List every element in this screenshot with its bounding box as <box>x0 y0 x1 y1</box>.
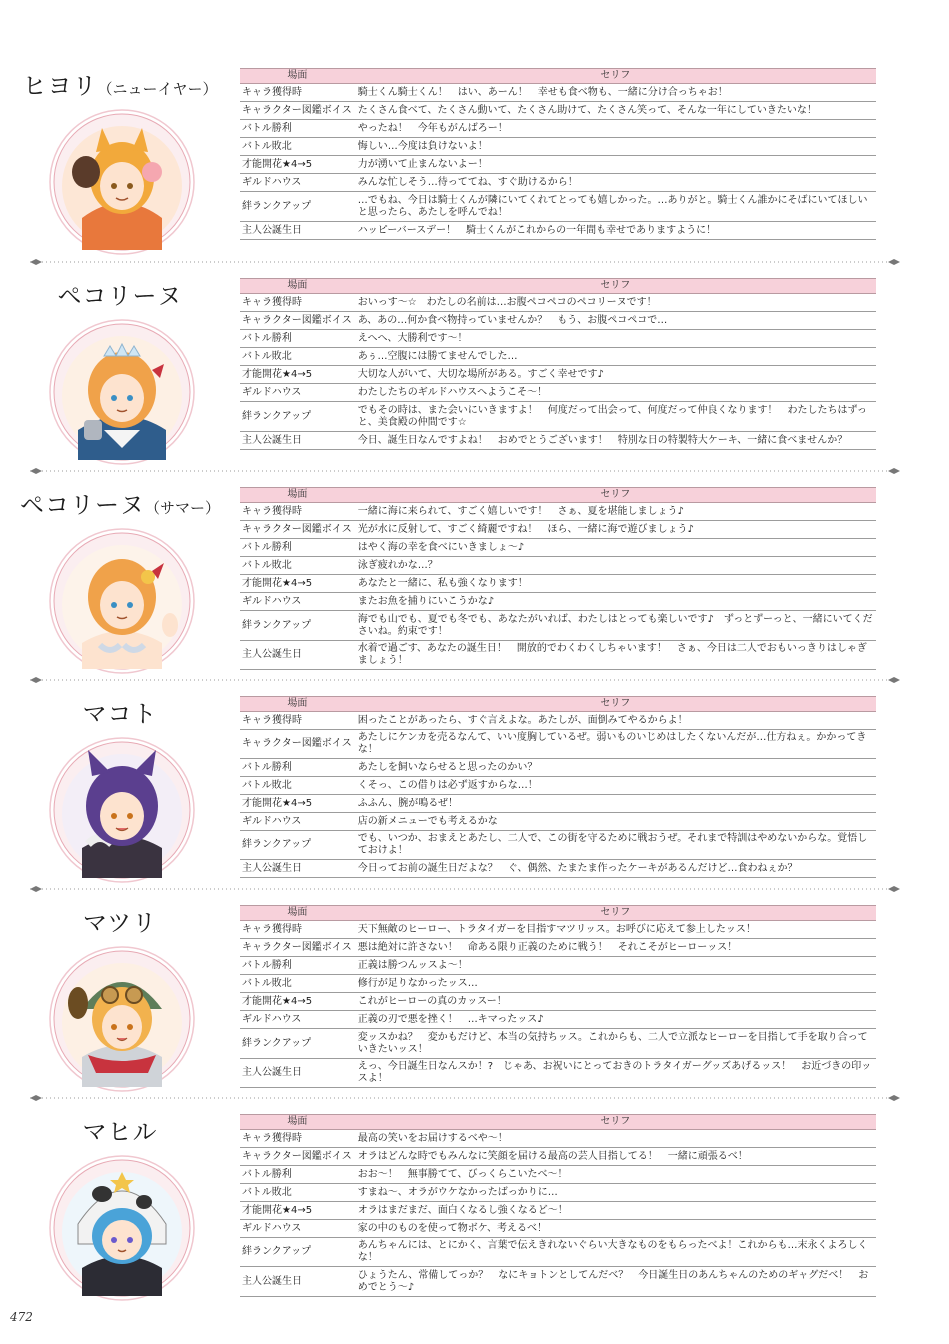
character-portrait <box>48 108 196 256</box>
line-cell: オラはまだまだ、面白くなるし強くなるど～！ <box>355 1202 876 1220</box>
header-scene: 場面 <box>240 1115 355 1130</box>
character-name: マツリ <box>82 909 158 937</box>
section-divider <box>30 675 900 685</box>
line-cell: たくさん食べて、たくさん動いて、たくさん助けて、たくさん笑って、そんな一年にしていきたいな！ <box>355 102 876 120</box>
line-cell: …でもね、今日は騎士くんが隣にいてくれてとっても嬉しかった。…ありがと。騎士くん誰かにそばにいてほしいと思ったら、あたしを呼んでね！ <box>355 192 876 222</box>
table-row <box>240 1011 876 1029</box>
line-cell: ハッピーバースデー！ 騎士くんがこれからの一年間も幸せでありますように！ <box>355 222 876 240</box>
scene-cell: 主人公誕生日 <box>240 222 355 240</box>
character-name: マコト <box>82 700 158 728</box>
scene-cell: 才能開花★4→5 <box>240 795 355 813</box>
table-row <box>240 831 876 860</box>
table-row <box>240 138 876 156</box>
table-row <box>240 222 876 240</box>
line-cell: でもその時は、また会いにいきますよ！ 何度だって出会って、何度だって仲良くなります！ わたしたちはずっと、美食殿の仲間です☆ <box>355 402 876 432</box>
scene-cell: ギルドハウス <box>240 593 355 611</box>
table-row <box>240 777 876 795</box>
line-cell: えへへ、大勝利です～！ <box>355 330 876 348</box>
scene-cell: 主人公誕生日 <box>240 641 355 670</box>
line-cell: 力が湧いて止まんないよー！ <box>355 156 876 174</box>
table-row <box>240 1220 876 1238</box>
line-cell: おいっす～☆ わたしの名前は…お腹ペコペコのペコリーヌです！ <box>355 294 876 312</box>
scene-cell: キャラ獲得時 <box>240 712 355 730</box>
line-cell: はやく海の幸を食べにいきましょ～♪ <box>355 539 876 557</box>
scene-cell: バトル勝利 <box>240 120 355 138</box>
scene-cell: 絆ランクアップ <box>240 192 355 222</box>
line-cell: 家の中のものを使って物ボケ、考えるべ！ <box>355 1220 876 1238</box>
header-line: セリフ <box>355 69 876 84</box>
scene-cell: キャラクター図鑑ボイス <box>240 312 355 330</box>
section-divider <box>30 884 900 894</box>
portrait-frame-icon <box>48 108 196 256</box>
scene-cell: 才能開花★4→5 <box>240 366 355 384</box>
table-row <box>240 402 876 432</box>
table-row <box>240 312 876 330</box>
table-row <box>240 521 876 539</box>
table-row <box>240 712 876 730</box>
scene-cell: 才能開花★4→5 <box>240 575 355 593</box>
section-divider <box>30 1093 900 1103</box>
line-cell: あんちゃんには、とにかく、言葉で伝えきれないぐらい大きなものをもらったべよ！これからも…末永くよろしくな！ <box>355 1238 876 1267</box>
line-cell: 困ったことがあったら、すぐ言えよな。あたしが、面倒みてやるからよ！ <box>355 712 876 730</box>
header-line: セリフ <box>355 697 876 712</box>
scene-cell: 主人公誕生日 <box>240 1267 355 1297</box>
scene-cell: バトル敗北 <box>240 348 355 366</box>
line-cell: 海でも山でも、夏でも冬でも、あなたがいれば、わたしはとっても楽しいです♪ ずっとずーっと、一緒にいてくださいね。約束です！ <box>355 611 876 641</box>
line-cell: あなたと一緒に、私も強くなります！ <box>355 575 876 593</box>
scene-cell: バトル敗北 <box>240 777 355 795</box>
scene-cell: キャラ獲得時 <box>240 1130 355 1148</box>
table-row <box>240 1267 876 1297</box>
table-row <box>240 1184 876 1202</box>
character-name: マヒル <box>82 1118 158 1146</box>
character-name: ヒヨリ（ニューイヤー） <box>22 72 218 100</box>
portrait-frame-icon <box>48 318 196 466</box>
line-cell: 悔しい…今度は負けないよ！ <box>355 138 876 156</box>
scene-cell: キャラクター図鑑ボイス <box>240 521 355 539</box>
line-cell: ふふん、腕が鳴るぜ！ <box>355 795 876 813</box>
scene-cell: キャラクター図鑑ボイス <box>240 1148 355 1166</box>
character-portrait <box>48 736 196 884</box>
line-cell: くそっ、この借りは必ず返すからな…！ <box>355 777 876 795</box>
line-cell: あ、あの…何か食べ物持っていませんか？ もう、お腹ペコペコで… <box>355 312 876 330</box>
portrait-frame-icon <box>48 1154 196 1302</box>
line-cell: 泳ぎ疲れかな…？ <box>355 557 876 575</box>
table-row <box>240 1148 876 1166</box>
portrait-frame-icon <box>48 736 196 884</box>
line-cell: あぅ…空腹には勝てませんでした… <box>355 348 876 366</box>
scene-cell: 絆ランクアップ <box>240 1238 355 1267</box>
table-row <box>240 1059 876 1088</box>
table-row <box>240 384 876 402</box>
character-section <box>0 1108 949 1304</box>
table-row <box>240 432 876 450</box>
line-cell: 騎士くん騎士くん！ はい、あーん！ 幸せも食べ物も、一緒に分け合っちゃお！ <box>355 84 876 102</box>
table-row <box>240 957 876 975</box>
line-cell: あたしを飼いならせると思ったのかい？ <box>355 759 876 777</box>
table-row <box>240 1130 876 1148</box>
scene-cell: キャラクター図鑑ボイス <box>240 730 355 759</box>
table-row <box>240 539 876 557</box>
table-row <box>240 120 876 138</box>
table-row <box>240 348 876 366</box>
character-section <box>0 272 949 468</box>
table-row <box>240 795 876 813</box>
line-cell: 今日ってお前の誕生日だよな？ ぐ、偶然、たまたま作ったケーキがあるんだけど…食わねぇか？ <box>355 860 876 878</box>
scene-cell: 才能開花★4→5 <box>240 993 355 1011</box>
table-row <box>240 503 876 521</box>
table-row <box>240 294 876 312</box>
dialogue-table <box>240 278 876 450</box>
table-row <box>240 557 876 575</box>
scene-cell: バトル勝利 <box>240 330 355 348</box>
page-number: 472 <box>10 1310 33 1324</box>
scene-cell: バトル勝利 <box>240 957 355 975</box>
dialogue-table <box>240 68 876 240</box>
table-row <box>240 1238 876 1267</box>
line-cell: 今日、誕生日なんですよね！ おめでとうございます！ 特別な日の特製特大ケーキ、一緒に食べませんか？ <box>355 432 876 450</box>
scene-cell: バトル勝利 <box>240 759 355 777</box>
scene-cell: 絆ランクアップ <box>240 402 355 432</box>
line-cell: やったね！ 今年もがんばろー！ <box>355 120 876 138</box>
character-portrait <box>48 1154 196 1302</box>
scene-cell: ギルドハウス <box>240 1011 355 1029</box>
line-cell: おお～！ 無事勝てて、びっくらこいたべ～！ <box>355 1166 876 1184</box>
table-row <box>240 993 876 1011</box>
scene-cell: ギルドハウス <box>240 1220 355 1238</box>
line-cell: 変ッスかね？ 変かもだけど、本当の気持ちッス。これからも、二人で立派なヒーローを目指して手を取り合っていきたいッス！ <box>355 1029 876 1059</box>
table-row <box>240 1166 876 1184</box>
header-scene: 場面 <box>240 69 355 84</box>
portrait-frame-icon <box>48 945 196 1093</box>
line-cell: 最高の笑いをお届けするべや～！ <box>355 1130 876 1148</box>
dialogue-table <box>240 1114 876 1297</box>
scene-cell: ギルドハウス <box>240 384 355 402</box>
line-cell: 正義の刃で悪を挫く！ …キマったッス♪ <box>355 1011 876 1029</box>
table-row <box>240 192 876 222</box>
line-cell: みんな忙しそう…待っててね、すぐ助けるから！ <box>355 174 876 192</box>
table-row <box>240 1029 876 1059</box>
line-cell: 天下無敵のヒーロー、トラタイガーを目指すマツリッス。お呼びに応えて参上したッス！ <box>355 921 876 939</box>
table-row <box>240 593 876 611</box>
line-cell: オラはどんな時でもみんなに笑顔を届ける最高の芸人目指してる！ 一緒に頑張るべ！ <box>355 1148 876 1166</box>
header-line: セリフ <box>355 279 876 294</box>
scene-cell: 絆ランクアップ <box>240 611 355 641</box>
line-cell: 悪は絶対に許さない！ 命ある限り正義のために戦う！ それこそがヒーローッス！ <box>355 939 876 957</box>
scene-cell: 絆ランクアップ <box>240 1029 355 1059</box>
character-section <box>0 899 949 1095</box>
line-cell: これがヒーローの真のカッスー！ <box>355 993 876 1011</box>
table-row <box>240 366 876 384</box>
line-cell: すまね～、オラがウケなかったばっかりに… <box>355 1184 876 1202</box>
scene-cell: バトル敗北 <box>240 138 355 156</box>
header-scene: 場面 <box>240 697 355 712</box>
scene-cell: キャラクター図鑑ボイス <box>240 102 355 120</box>
header-scene: 場面 <box>240 906 355 921</box>
table-row <box>240 102 876 120</box>
line-cell: 正義は勝つんッスよ～！ <box>355 957 876 975</box>
header-line: セリフ <box>355 488 876 503</box>
dialogue-table <box>240 905 876 1088</box>
scene-cell: 主人公誕生日 <box>240 860 355 878</box>
scene-cell: 主人公誕生日 <box>240 432 355 450</box>
character-portrait <box>48 945 196 1093</box>
character-section <box>0 481 949 677</box>
scene-cell: バトル勝利 <box>240 1166 355 1184</box>
table-row <box>240 611 876 641</box>
character-section <box>0 690 949 886</box>
character-portrait <box>48 527 196 675</box>
header-line: セリフ <box>355 906 876 921</box>
scene-cell: バトル勝利 <box>240 539 355 557</box>
table-row <box>240 174 876 192</box>
line-cell: 光が水に反射して、すごく綺麗ですね！ ほら、一緒に海で遊びましょう♪ <box>355 521 876 539</box>
scene-cell: 才能開花★4→5 <box>240 156 355 174</box>
table-row <box>240 156 876 174</box>
line-cell: 修行が足りなかったッス… <box>355 975 876 993</box>
line-cell: 一緒に海に来られて、すごく嬉しいです！ さぁ、夏を堪能しましょう♪ <box>355 503 876 521</box>
table-row <box>240 813 876 831</box>
scene-cell: 絆ランクアップ <box>240 831 355 860</box>
header-line: セリフ <box>355 1115 876 1130</box>
table-row <box>240 84 876 102</box>
character-name: ペコリーヌ <box>57 282 183 310</box>
scene-cell: キャラ獲得時 <box>240 84 355 102</box>
character-section <box>0 62 949 258</box>
line-cell: でも、いつか、おまえとあたし、二人で、この街を守るために戦おうぜ。それまで特訓はやめないからな。覚悟しておけよ！ <box>355 831 876 860</box>
table-row <box>240 975 876 993</box>
table-row <box>240 730 876 759</box>
line-cell: 水着で過ごす、あなたの誕生日！ 開放的でわくわくしちゃいます！ さぁ、今日は二人でおもいっきりはしゃぎましょう！ <box>355 641 876 670</box>
line-cell: わたしたちのギルドハウスへようこそ～！ <box>355 384 876 402</box>
line-cell: ひょうたん、常備してっか？ なにキョトンとしてんだべ？ 今日誕生日のあんちゃんのためのギャグだべ！ おめでとう～♪ <box>355 1267 876 1297</box>
scene-cell: キャラ獲得時 <box>240 921 355 939</box>
scene-cell: ギルドハウス <box>240 174 355 192</box>
scene-cell: キャラクター図鑑ボイス <box>240 939 355 957</box>
dialogue-table <box>240 487 876 670</box>
table-row <box>240 575 876 593</box>
character-name: ペコリーヌ（サマー） <box>19 491 220 519</box>
scene-cell: キャラ獲得時 <box>240 503 355 521</box>
table-row <box>240 1202 876 1220</box>
table-row <box>240 641 876 670</box>
portrait-frame-icon <box>48 527 196 675</box>
table-row <box>240 759 876 777</box>
character-portrait <box>48 318 196 466</box>
line-cell: 大切な人がいて、大切な場所がある。すごく幸せです♪ <box>355 366 876 384</box>
table-row <box>240 921 876 939</box>
scene-cell: バトル敗北 <box>240 975 355 993</box>
table-row <box>240 330 876 348</box>
scene-cell: 主人公誕生日 <box>240 1059 355 1088</box>
scene-cell: キャラ獲得時 <box>240 294 355 312</box>
line-cell: またお魚を捕りにいこうかな♪ <box>355 593 876 611</box>
scene-cell: 才能開花★4→5 <box>240 1202 355 1220</box>
line-cell: 店の新メニューでも考えるかな <box>355 813 876 831</box>
section-divider <box>30 466 900 476</box>
section-divider <box>30 257 900 267</box>
dialogue-table <box>240 696 876 878</box>
line-cell: えっ、今日誕生日なんスか！? じゃあ、お祝いにとっておきのトラタイガーグッズあげるッス！ お近づきの印ッスよ！ <box>355 1059 876 1088</box>
table-row <box>240 939 876 957</box>
header-scene: 場面 <box>240 279 355 294</box>
header-scene: 場面 <box>240 488 355 503</box>
scene-cell: バトル敗北 <box>240 557 355 575</box>
table-row <box>240 860 876 878</box>
scene-cell: ギルドハウス <box>240 813 355 831</box>
scene-cell: バトル敗北 <box>240 1184 355 1202</box>
line-cell: あたしにケンカを売るなんて、いい度胸しているぜ。弱いものいじめはしたくないんだが…仕方ねぇ。かかってきな！ <box>355 730 876 759</box>
